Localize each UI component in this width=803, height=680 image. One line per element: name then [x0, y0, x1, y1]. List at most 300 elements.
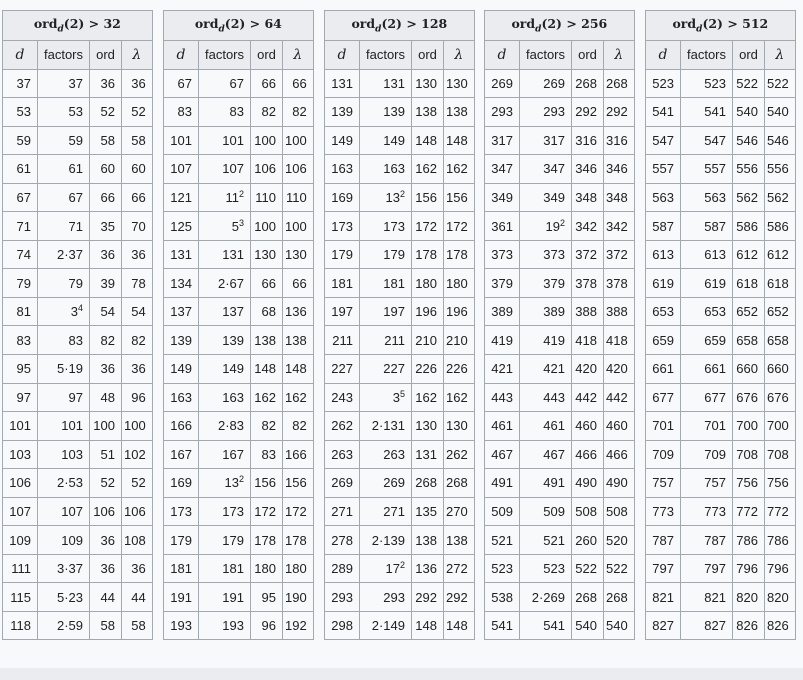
cell-d: 107	[164, 155, 199, 184]
cell-lambda: 96	[122, 383, 153, 412]
table-row	[3, 183, 153, 212]
cell-lambda: 270	[444, 497, 475, 526]
bottom-scroll-strip	[0, 668, 803, 680]
table-row	[325, 183, 475, 212]
column-header-d: d	[164, 41, 199, 70]
cell-factors: 193	[199, 611, 251, 640]
cell-d: 166	[164, 412, 199, 441]
table-row	[325, 554, 475, 583]
cell-factors: 5·23	[38, 583, 90, 612]
cell-factors: 379	[520, 269, 572, 298]
cell-d: 139	[164, 326, 199, 355]
cell-lambda: 342	[604, 212, 635, 241]
cell-d: 37	[3, 69, 38, 98]
cell-ord: 826	[733, 611, 765, 640]
cell-ord: 540	[572, 611, 604, 640]
table-title: ord$_d$(2) > 512	[646, 11, 796, 41]
cell-ord: 180	[412, 269, 444, 298]
table-row	[485, 412, 635, 441]
cell-ord: 82	[251, 412, 283, 441]
cell-factors: 587	[681, 212, 733, 241]
table-row	[646, 497, 796, 526]
cell-factors: 227	[360, 355, 412, 384]
cell-lambda: 540	[604, 611, 635, 640]
cell-d: 121	[164, 183, 199, 212]
cell-d: 797	[646, 554, 681, 583]
cell-ord: 388	[572, 297, 604, 326]
table-row	[485, 297, 635, 326]
cell-d: 131	[325, 69, 360, 98]
cell-factors: 149	[199, 355, 251, 384]
cell-d: 347	[485, 155, 520, 184]
cell-ord: 36	[90, 526, 122, 555]
cell-factors: 677	[681, 383, 733, 412]
cell-lambda: 66	[283, 69, 314, 98]
cell-d: 271	[325, 497, 360, 526]
cell-d: 677	[646, 383, 681, 412]
cell-factors: 293	[520, 98, 572, 127]
cell-ord: 562	[733, 183, 765, 212]
table-row	[325, 469, 475, 498]
cell-factors: 179	[360, 240, 412, 269]
table-row	[164, 611, 314, 640]
cell-ord: 106	[251, 155, 283, 184]
cell-d: 81	[3, 297, 38, 326]
cell-d: 149	[325, 126, 360, 155]
table-row	[485, 155, 635, 184]
cell-lambda: 346	[604, 155, 635, 184]
cell-factors: 773	[681, 497, 733, 526]
column-header-lambda: λ	[122, 41, 153, 70]
cell-d: 181	[325, 269, 360, 298]
cell-ord: 95	[251, 583, 283, 612]
cell-d: 115	[3, 583, 38, 612]
cell-lambda: 100	[283, 126, 314, 155]
cell-factors: 523	[520, 554, 572, 583]
order-table-2	[163, 10, 314, 640]
cell-factors: 131	[199, 240, 251, 269]
cell-d: 106	[3, 469, 38, 498]
cell-factors: 2·83	[199, 412, 251, 441]
cell-lambda: 460	[604, 412, 635, 441]
table-row	[485, 212, 635, 241]
cell-lambda: 586	[765, 212, 796, 241]
cell-d: 61	[3, 155, 38, 184]
cell-lambda: 156	[444, 183, 475, 212]
cell-lambda: 388	[604, 297, 635, 326]
cell-ord: 82	[90, 326, 122, 355]
cell-d: 107	[3, 497, 38, 526]
order-table-5	[645, 10, 796, 640]
cell-ord: 378	[572, 269, 604, 298]
cell-factors: 563	[681, 183, 733, 212]
table-row	[325, 240, 475, 269]
cell-lambda: 82	[283, 412, 314, 441]
table-row	[164, 440, 314, 469]
table-row	[485, 126, 635, 155]
cell-factors: 179	[199, 526, 251, 555]
table-row	[485, 240, 635, 269]
cell-ord: 100	[90, 412, 122, 441]
cell-d: 79	[3, 269, 38, 298]
cell-lambda: 102	[122, 440, 153, 469]
cell-ord: 658	[733, 326, 765, 355]
cell-ord: 292	[572, 98, 604, 127]
cell-d: 389	[485, 297, 520, 326]
cell-ord: 66	[251, 269, 283, 298]
cell-d: 53	[3, 98, 38, 127]
cell-lambda: 210	[444, 326, 475, 355]
cell-factors: 317	[520, 126, 572, 155]
cell-ord: 130	[412, 69, 444, 98]
cell-factors: 137	[199, 297, 251, 326]
cell-ord: 162	[412, 383, 444, 412]
cell-d: 653	[646, 297, 681, 326]
cell-ord: 180	[251, 554, 283, 583]
cell-d: 521	[485, 526, 520, 555]
column-header-d: d	[3, 41, 38, 70]
cell-lambda: 180	[283, 554, 314, 583]
cell-d: 101	[164, 126, 199, 155]
table-row	[485, 183, 635, 212]
cell-d: 101	[3, 412, 38, 441]
cell-d: 83	[164, 98, 199, 127]
cell-ord: 178	[251, 526, 283, 555]
cell-lambda: 418	[604, 326, 635, 355]
cell-d: 289	[325, 554, 360, 583]
cell-factors: 2·139	[360, 526, 412, 555]
table-row	[485, 383, 635, 412]
table-row	[164, 240, 314, 269]
cell-d: 95	[3, 355, 38, 384]
cell-ord: 83	[251, 440, 283, 469]
cell-lambda: 676	[765, 383, 796, 412]
cell-lambda: 466	[604, 440, 635, 469]
cell-ord: 52	[90, 469, 122, 498]
table-row	[325, 155, 475, 184]
cell-ord: 268	[412, 469, 444, 498]
cell-factors: 83	[38, 326, 90, 355]
cell-lambda: 442	[604, 383, 635, 412]
cell-d: 701	[646, 412, 681, 441]
cell-ord: 138	[412, 526, 444, 555]
cell-lambda: 540	[765, 98, 796, 127]
table-row	[3, 412, 153, 441]
table-row	[3, 297, 153, 326]
cell-d: 181	[164, 554, 199, 583]
cell-factors: 167	[199, 440, 251, 469]
cell-lambda: 190	[283, 583, 314, 612]
cell-factors: 659	[681, 326, 733, 355]
cell-ord: 36	[90, 240, 122, 269]
table-row	[646, 126, 796, 155]
cell-d: 59	[3, 126, 38, 155]
column-header-d: d	[325, 41, 360, 70]
table-row	[164, 69, 314, 98]
cell-factors: $17^2$	[360, 554, 412, 583]
cell-factors: 173	[360, 212, 412, 241]
table-row	[646, 155, 796, 184]
table-row	[3, 212, 153, 241]
table-row	[3, 383, 153, 412]
cell-d: 547	[646, 126, 681, 155]
cell-lambda: 546	[765, 126, 796, 155]
cell-ord: 162	[412, 155, 444, 184]
cell-lambda: 136	[283, 297, 314, 326]
table-row	[325, 583, 475, 612]
table-row	[485, 469, 635, 498]
cell-ord: 466	[572, 440, 604, 469]
cell-ord: 556	[733, 155, 765, 184]
column-header-factors: factors	[199, 41, 251, 70]
table-row	[325, 611, 475, 640]
cell-d: 169	[164, 469, 199, 498]
column-header-factors: factors	[520, 41, 572, 70]
cell-lambda: 52	[122, 98, 153, 127]
cell-factors: 787	[681, 526, 733, 555]
cell-ord: 148	[412, 126, 444, 155]
cell-factors: $11^2$	[199, 183, 251, 212]
table-title: ord$_d$(2) > 64	[164, 11, 314, 41]
cell-factors: 821	[681, 583, 733, 612]
cell-ord: 676	[733, 383, 765, 412]
cell-factors: 557	[681, 155, 733, 184]
cell-lambda: 562	[765, 183, 796, 212]
cell-d: 349	[485, 183, 520, 212]
cell-ord: 316	[572, 126, 604, 155]
cell-lambda: 178	[283, 526, 314, 555]
cell-d: 134	[164, 269, 199, 298]
cell-ord: 130	[251, 240, 283, 269]
cell-lambda: 292	[604, 98, 635, 127]
cell-d: 263	[325, 440, 360, 469]
cell-d: 71	[3, 212, 38, 241]
cell-d: 787	[646, 526, 681, 555]
cell-d: 173	[325, 212, 360, 241]
cell-lambda: 796	[765, 554, 796, 583]
table-row	[164, 469, 314, 498]
table-row	[485, 269, 635, 298]
table-row	[164, 98, 314, 127]
cell-factors: 389	[520, 297, 572, 326]
cell-lambda: 292	[444, 583, 475, 612]
cell-d: 67	[164, 69, 199, 98]
cell-ord: 136	[412, 554, 444, 583]
cell-ord: 172	[251, 497, 283, 526]
cell-lambda: 268	[604, 583, 635, 612]
cell-lambda: 378	[604, 269, 635, 298]
cell-ord: 100	[251, 126, 283, 155]
cell-factors: 373	[520, 240, 572, 269]
cell-factors: 653	[681, 297, 733, 326]
cell-factors: $13^2$	[199, 469, 251, 498]
cell-d: 661	[646, 355, 681, 384]
cell-ord: 54	[90, 297, 122, 326]
cell-ord: 36	[90, 69, 122, 98]
table-row	[646, 412, 796, 441]
cell-lambda: 52	[122, 469, 153, 498]
table-row	[325, 212, 475, 241]
table-row	[485, 440, 635, 469]
cell-d: 131	[164, 240, 199, 269]
cell-d: 619	[646, 269, 681, 298]
cell-lambda: 262	[444, 440, 475, 469]
cell-factors: 349	[520, 183, 572, 212]
cell-d: 659	[646, 326, 681, 355]
column-header-d: d	[646, 41, 681, 70]
cell-ord: 490	[572, 469, 604, 498]
cell-factors: 827	[681, 611, 733, 640]
cell-factors: 197	[360, 297, 412, 326]
cell-lambda: 138	[444, 526, 475, 555]
cell-ord: 260	[572, 526, 604, 555]
cell-lambda: 786	[765, 526, 796, 555]
cell-ord: 342	[572, 212, 604, 241]
cell-lambda: 348	[604, 183, 635, 212]
cell-factors: 149	[360, 126, 412, 155]
cell-d: 278	[325, 526, 360, 555]
table-row	[325, 98, 475, 127]
cell-ord: 96	[251, 611, 283, 640]
cell-ord: 35	[90, 212, 122, 241]
table-row	[646, 183, 796, 212]
order-table-4	[484, 10, 635, 640]
cell-ord: 586	[733, 212, 765, 241]
table-row	[485, 554, 635, 583]
cell-factors: 797	[681, 554, 733, 583]
cell-lambda: 82	[122, 326, 153, 355]
cell-lambda: 36	[122, 240, 153, 269]
cell-d: 419	[485, 326, 520, 355]
cell-d: 67	[3, 183, 38, 212]
table-row	[646, 355, 796, 384]
table-row	[325, 355, 475, 384]
cell-d: 193	[164, 611, 199, 640]
cell-lambda: 130	[444, 69, 475, 98]
cell-factors: 71	[38, 212, 90, 241]
cell-lambda: 162	[283, 383, 314, 412]
column-header-lambda: λ	[604, 41, 635, 70]
cell-d: 118	[3, 611, 38, 640]
table-row	[3, 69, 153, 98]
cell-factors: 2·59	[38, 611, 90, 640]
cell-factors: 139	[199, 326, 251, 355]
table-row	[325, 440, 475, 469]
table-row	[3, 526, 153, 555]
cell-factors: 461	[520, 412, 572, 441]
cell-ord: 268	[572, 69, 604, 98]
cell-lambda: 196	[444, 297, 475, 326]
table-row	[164, 183, 314, 212]
cell-lambda: 172	[283, 497, 314, 526]
cell-lambda: 522	[604, 554, 635, 583]
cell-lambda: 36	[122, 69, 153, 98]
cell-factors: 139	[360, 98, 412, 127]
cell-d: 173	[164, 497, 199, 526]
cell-lambda: 36	[122, 554, 153, 583]
cell-ord: 36	[90, 355, 122, 384]
cell-ord: 460	[572, 412, 604, 441]
cell-lambda: 138	[444, 98, 475, 127]
cell-ord: 756	[733, 469, 765, 498]
cell-ord: 135	[412, 497, 444, 526]
column-header-factors: factors	[360, 41, 412, 70]
cell-d: 262	[325, 412, 360, 441]
cell-d: 373	[485, 240, 520, 269]
cell-lambda: 192	[283, 611, 314, 640]
cell-lambda: 58	[122, 611, 153, 640]
cell-ord: 58	[90, 126, 122, 155]
cell-d: 541	[646, 98, 681, 127]
cell-factors: 419	[520, 326, 572, 355]
cell-lambda: 58	[122, 126, 153, 155]
cell-lambda: 162	[444, 155, 475, 184]
cell-factors: 709	[681, 440, 733, 469]
cell-ord: 58	[90, 611, 122, 640]
table-row	[164, 326, 314, 355]
cell-ord: 52	[90, 98, 122, 127]
cell-lambda: 372	[604, 240, 635, 269]
cell-d: 149	[164, 355, 199, 384]
cell-d: 587	[646, 212, 681, 241]
cell-factors: 109	[38, 526, 90, 555]
table-row	[325, 126, 475, 155]
table-row	[485, 611, 635, 640]
column-header-lambda: λ	[765, 41, 796, 70]
table-row	[164, 355, 314, 384]
cell-factors: 2·149	[360, 611, 412, 640]
cell-factors: 521	[520, 526, 572, 555]
cell-lambda: 138	[283, 326, 314, 355]
cell-ord: 44	[90, 583, 122, 612]
cell-ord: 196	[412, 297, 444, 326]
table-row	[325, 326, 475, 355]
table-row	[3, 269, 153, 298]
column-header-ord: ord	[412, 41, 444, 70]
cell-d: 179	[325, 240, 360, 269]
cell-d: 523	[646, 69, 681, 98]
cell-d: 137	[164, 297, 199, 326]
table-row	[646, 583, 796, 612]
cell-ord: 226	[412, 355, 444, 384]
table-row	[646, 240, 796, 269]
cell-factors: 2·269	[520, 583, 572, 612]
table-row	[3, 240, 153, 269]
cell-ord: 612	[733, 240, 765, 269]
cell-d: 467	[485, 440, 520, 469]
cell-ord: 66	[90, 183, 122, 212]
cell-factors: 211	[360, 326, 412, 355]
cell-factors: 269	[520, 69, 572, 98]
column-header-d: d	[485, 41, 520, 70]
cell-ord: 36	[90, 554, 122, 583]
cell-d: 163	[325, 155, 360, 184]
cell-lambda: 420	[604, 355, 635, 384]
cell-ord: 700	[733, 412, 765, 441]
cell-factors: 103	[38, 440, 90, 469]
cell-ord: 796	[733, 554, 765, 583]
cell-ord: 372	[572, 240, 604, 269]
cell-factors: 263	[360, 440, 412, 469]
cell-ord: 178	[412, 240, 444, 269]
cell-d: 97	[3, 383, 38, 412]
column-header-lambda: λ	[283, 41, 314, 70]
cell-lambda: 70	[122, 212, 153, 241]
cell-factors: 61	[38, 155, 90, 184]
cell-d: 821	[646, 583, 681, 612]
table-row	[646, 554, 796, 583]
cell-d: 163	[164, 383, 199, 412]
